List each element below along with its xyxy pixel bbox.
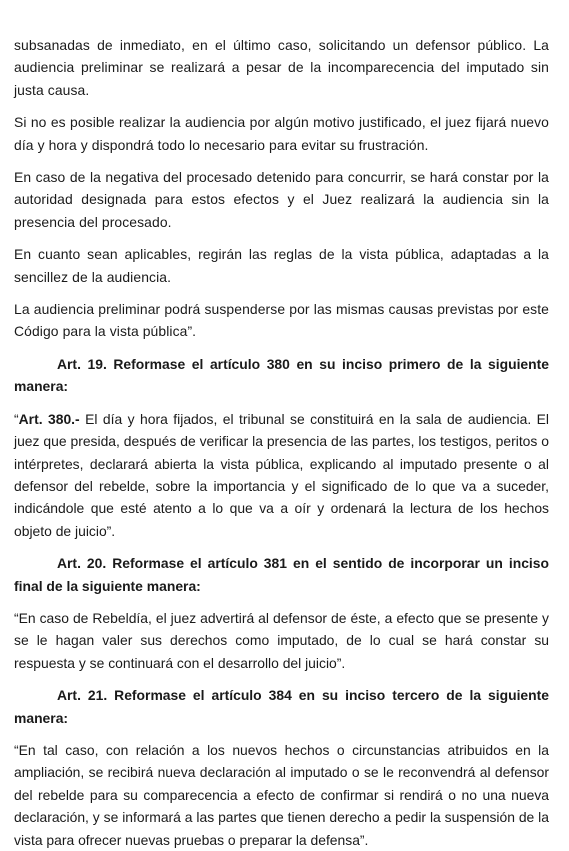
art-21-quote: “En tal caso, con relación a los nuevos hechos o circunstancias atribuidos en la ampliación, se recibirá nueva declaración al imputado o se le reconvendrá al defensor del rebelde para su comparecencia a efecto de confirmar si rendirá o no una nueva declaración, y se informará a las partes que tienen derecho a pedir la suspensión de la vista para ofrecer nuevas pruebas o preparar la defensa”. [14, 741, 549, 848]
paragraph-2: Si no es posible realizar la audiencia por algún motivo justificado, el juez fijará nuevo día y hora y dispondrá todo lo necesario para evitar su frustración. [14, 114, 549, 153]
paragraph-3: En caso de la negativa del procesado detenido para concurrir, se hará constar por la autoridad designada para estos efectos y el Juez realizará la audiencia sin la presencia del procesado. [14, 169, 549, 230]
paragraph-5: La audiencia preliminar podrá suspenderse por las mismas causas previstas por este Código para la vista pública”. [14, 301, 549, 340]
art-20-heading: Art. 20. Reformase el artículo 381 en el sentido de incorporar un inciso final de la siguiente manera: [14, 555, 549, 594]
art-21-heading: Art. 21. Reformase el artículo 384 en su inciso tercero de la siguiente manera: [14, 687, 549, 726]
art-19-heading: Art. 19. Reformase el artículo 380 en su inciso primero de la siguiente manera: [14, 355, 549, 395]
art-380-label: Art. 380.- [18, 410, 80, 427]
art-19-quote-text: El día y hora fijados, el tribunal se constituirá en la sala de audiencia. El juez que presida, después de verificar la presencia de las partes, los testigos, peritos o intérpretes, declarará abierta la vista pública, explicando al imputado presente o al defensor del rebelde, sobre la importancia y el significado de lo que va a suceder, indicándole que esté atento a lo que va a oír y ordenará la lectura de los hechos objeto de juicio”. [14, 410, 549, 539]
art-20-quote: “En caso de Rebeldía, el juez advertirá al defensor de éste, a efecto que se presente y se le hagan valer sus derechos como imputado, de lo cual se hará constar su respuesta y se continuará con el desarrollo del juicio”. [14, 609, 549, 671]
paragraph-1: subsanadas de inmediato, en el último caso, solicitando un defensor público. La audiencia preliminar se realizará a pesar de la incomparecencia del imputado sin justa causa. [14, 37, 549, 98]
paragraph-4: En cuanto sean aplicables, regirán las reglas de la vista pública, adaptadas a la sencillez de la audiencia. [14, 246, 549, 285]
art-19-quote [14, 408, 549, 542]
art-19-quote-open: “ [14, 410, 19, 427]
